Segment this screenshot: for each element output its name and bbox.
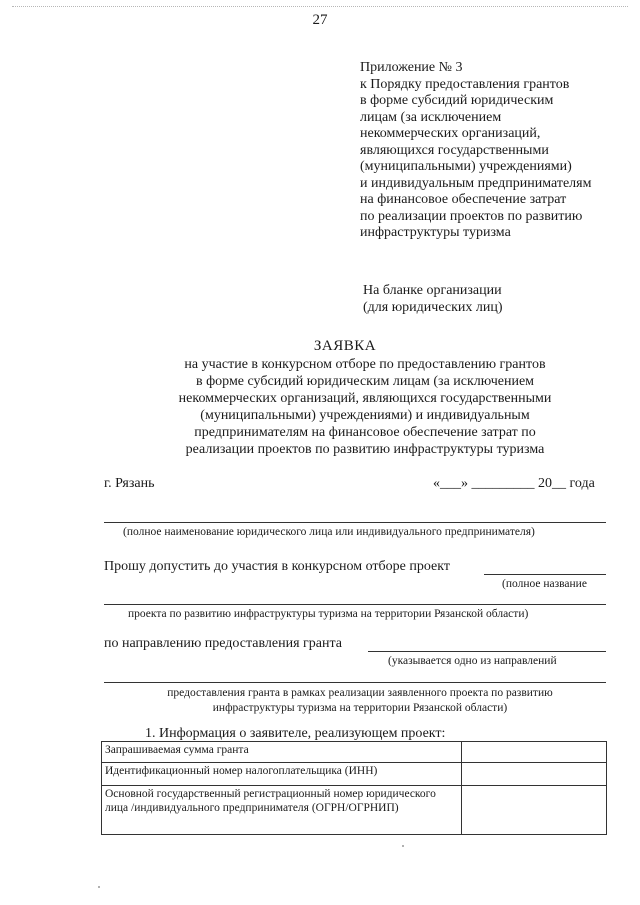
table-row (102, 786, 607, 835)
table-cell-value[interactable] (462, 742, 607, 763)
direction-caption-line: инфраструктуры туризма на территории Рязанской области) (212, 702, 508, 714)
annex-line: (муниципальными) учреждениями) (360, 159, 572, 174)
annex-line: и индивидуальным предпринимателям (360, 175, 592, 191)
letterhead-line-2: (для юридических лиц) (363, 300, 503, 315)
annex-header (360, 60, 630, 242)
project-caption-1: (полное название (502, 578, 587, 590)
subtitle-line: на участие в конкурсном отборе по предоставлению грантов (184, 357, 546, 372)
scan-speck (402, 845, 404, 847)
date-field[interactable]: «___» _________ 20__ года (433, 476, 595, 491)
annex-line: инфраструктуры туризма (360, 225, 511, 240)
direction-field-continued[interactable] (104, 682, 606, 683)
table-row (102, 763, 607, 786)
applicant-info-table (101, 741, 607, 835)
annex-line: лицам (за исключением (360, 109, 502, 125)
direction-text: по направлению предоставления гранта (104, 636, 342, 651)
scan-speck (98, 886, 100, 888)
table-cell-label: Основной государственный регистрационный номер юридического лица /индивидуального предпринимателя (ОГРН/ОГРНИП) (102, 786, 462, 835)
table-cell-label: Идентификационный номер налогоплательщика (ИНН) (102, 763, 462, 786)
document-title: ЗАЯВКА (313, 338, 377, 354)
project-caption-2: проекта по развитию инфраструктуры туризма на территории Рязанской области) (128, 608, 529, 620)
project-name-field-continued[interactable] (104, 604, 606, 605)
place-of-filing: г. Рязань (104, 476, 155, 491)
applicant-name-field[interactable] (104, 522, 606, 523)
annex-line: Приложение № 3 (360, 60, 463, 75)
annex-line: по реализации проектов по развитию (360, 208, 583, 224)
applicant-name-caption: (полное наименование юридического лица или индивидуального предпринимателя) (123, 526, 535, 538)
direction-caption-2 (120, 686, 600, 716)
subtitle-line: предпринимателям на финансовое обеспечение затрат по (194, 425, 536, 440)
scan-edge-line (12, 6, 628, 9)
annex-line: некоммерческих организаций, (360, 126, 541, 141)
project-name-field[interactable] (484, 574, 606, 575)
subtitle-line: в форме субсидий юридическим лицам (за исключением (195, 374, 535, 389)
page-number: 27 (312, 12, 328, 28)
table-row (102, 742, 607, 763)
request-text: Прошу допустить до участия в конкурсном отборе проект (104, 559, 450, 574)
annex-line: являющихся государственными (360, 142, 549, 158)
annex-line: на финансовое обеспечение затрат (360, 192, 567, 207)
document-subtitle (100, 356, 630, 458)
annex-line: в форме субсидий юридическим (360, 93, 554, 108)
subtitle-line: некоммерческих организаций, являющихся государственными (178, 391, 552, 406)
letterhead-note (363, 282, 503, 316)
table-cell-value[interactable] (462, 786, 607, 835)
table-cell-label: Запрашиваемая сумма гранта (102, 742, 462, 763)
annex-line: к Порядку предоставления грантов (360, 76, 570, 92)
section-heading: 1. Информация о заявителе, реализующем проект: (145, 726, 446, 741)
subtitle-line: реализации проектов по развитию инфраструктуры туризма (185, 442, 545, 457)
direction-caption-line: предоставления гранта в рамках реализации заявленного проекта по развитию (167, 687, 553, 699)
table-cell-value[interactable] (462, 763, 607, 786)
letterhead-line-1: На бланке организации (363, 283, 502, 298)
direction-caption-1: (указывается одно из направлений (388, 655, 557, 667)
subtitle-line: (муниципальными) учреждениями) и индивидуальным (200, 408, 530, 423)
direction-field[interactable] (368, 651, 606, 652)
